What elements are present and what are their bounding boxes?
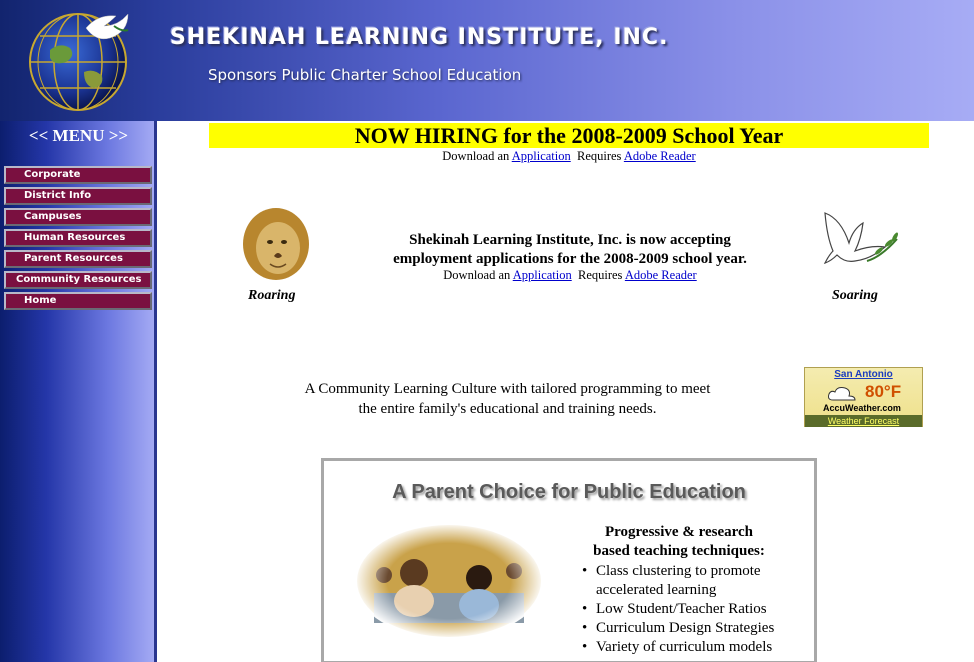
application-link-2[interactable]: Application [512,268,572,282]
download-line-middle [370,268,770,283]
menu-item-parent-resources[interactable]: Parent Resources [4,250,152,268]
site-title: SHEKINAH LEARNING INSTITUTE, INC. [170,25,669,50]
menu-item-community-resources[interactable]: Community Resources [4,271,152,289]
requires-text: Requires [576,149,622,163]
parent-choice-box [321,458,817,662]
dove-image [815,203,905,288]
culture-line-1: A Community Learning Culture with tailored programming to meet [304,381,711,397]
accuweather-brand: AccuWeather.com [823,403,901,413]
weather-temperature: 80°F [865,382,902,401]
lion-image [240,206,310,282]
menu-item-home[interactable]: Home [4,292,152,310]
list-item: • Variety of curriculum models [574,638,804,657]
teaching-title-line-2: based teaching techniques: [593,543,765,559]
list-item: • Class clustering to promote accelerated learning [574,562,804,600]
globe-dove-logo [28,6,138,114]
site-subtitle: Sponsors Public Charter School Education [208,66,522,84]
application-link[interactable]: Application [511,149,571,163]
adobe-reader-link-2[interactable]: Adobe Reader [624,268,697,282]
culture-text [300,379,715,419]
teaching-title-line-1: Progressive & research [604,524,753,540]
menu-title: << MENU >> [28,126,129,145]
download-prefix: Download an [443,268,511,282]
roaring-caption: Roaring [248,288,296,303]
accepting-line-2: employment applications for the 2008-2009 school year. [393,251,747,267]
header-banner [0,0,974,121]
menu-item-corporate[interactable]: Corporate [4,166,152,184]
hiring-banner: NOW HIRING for the 2008-2009 School Year [209,123,929,148]
download-line-top [209,149,929,164]
accepting-text [370,231,770,269]
teaching-techniques-title [564,523,794,561]
download-prefix: Download an [442,149,510,163]
menu-item-human-resources[interactable]: Human Resources [4,229,152,247]
teaching-techniques-list [574,562,804,657]
menu-item-campuses[interactable]: Campuses [4,208,152,226]
sidebar [0,121,157,662]
soaring-caption: Soaring [832,288,878,303]
cloud-icon [827,384,861,402]
weather-city[interactable]: San Antonio [834,369,893,380]
weather-forecast-link[interactable]: Weather Forecast [805,415,922,427]
list-item: • Low Student/Teacher Ratios [574,600,804,619]
accepting-line-1: Shekinah Learning Institute, Inc. is now accepting [409,232,731,248]
requires-text: Requires [577,268,623,282]
menu-item-district-info[interactable]: District Info [4,187,152,205]
weather-widget[interactable] [804,367,923,427]
list-item: • Curriculum Design Strategies [574,619,804,638]
parent-choice-title: A Parent Choice for Public Education [392,481,746,503]
classroom-photo [354,523,544,639]
culture-line-2: the entire family's educational and training needs. [358,401,657,417]
adobe-reader-link[interactable]: Adobe Reader [623,149,696,163]
